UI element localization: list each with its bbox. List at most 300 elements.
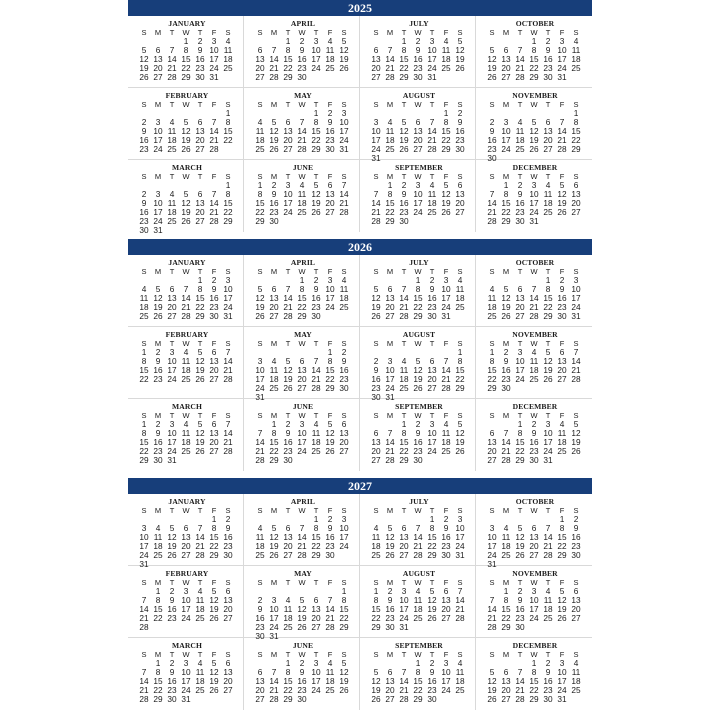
weekday-header: S [373,28,379,37]
weekday-header: S [373,578,379,587]
day-cell: 6 [559,347,565,357]
day-cell: 29 [399,72,409,82]
day-cell: 5 [155,284,161,294]
day-cell: 15 [501,198,511,208]
day-cell: 9 [169,595,175,605]
day-cell: 9 [545,667,551,677]
day-cell: 4 [341,275,347,285]
day-cell: 21 [167,63,177,73]
day-cell: 4 [489,284,495,294]
day-cell: 18 [167,135,177,145]
day-cell: 29 [515,455,525,465]
month-name: JUNE [292,641,314,650]
day-cell: 28 [283,311,293,321]
day-cell: 26 [529,144,539,154]
day-cell: 14 [139,604,149,614]
weekday-header: T [197,100,203,109]
weekday-header: M [270,28,278,37]
day-cell: 27 [283,144,293,154]
weekday-header: S [573,100,579,109]
day-cell: 18 [385,135,395,145]
day-cell: 3 [211,36,217,46]
day-cell: 14 [557,126,567,136]
day-cell: 7 [559,117,565,127]
day-cell: 3 [225,275,231,285]
day-cell: 14 [385,54,395,64]
day-cell: 3 [559,36,565,46]
day-cell: 27 [399,550,409,560]
day-cell: 11 [167,198,177,208]
day-cell: 14 [209,198,219,208]
day-cell: 28 [385,72,395,82]
day-cell: 14 [339,189,349,199]
day-cell: 27 [501,72,511,82]
day-cell: 14 [515,54,525,64]
day-cell: 4 [257,117,263,127]
day-cell: 7 [211,189,217,199]
day-cell: 13 [209,428,219,438]
day-cell: 17 [455,532,465,542]
day-cell: 10 [153,198,163,208]
day-cell: 20 [543,135,553,145]
day-cell: 11 [195,667,205,677]
day-cell: 4 [415,586,421,596]
day-cell: 11 [571,45,581,55]
weekday-header: S [373,506,379,515]
day-grid [137,411,243,465]
day-cell: 10 [311,667,321,677]
month-name: MAY [294,91,312,100]
day-cell: 19 [371,302,381,312]
day-cell: 2 [341,347,347,357]
day-cell: 11 [255,126,265,136]
day-cell: 26 [515,550,525,560]
day-cell: 8 [503,595,509,605]
day-cell: 6 [401,523,407,533]
month-name: NOVEMBER [512,330,558,339]
weekday-header: S [257,172,263,181]
day-cell: 10 [529,189,539,199]
day-cell: 12 [181,198,191,208]
day-grid [137,578,243,632]
weekday-header: T [545,411,551,420]
day-cell: 9 [503,356,509,366]
day-cell: 9 [559,284,565,294]
day-cell: 4 [141,284,147,294]
day-grid [137,172,243,235]
day-cell: 12 [181,126,191,136]
day-grid [369,578,475,632]
day-cell: 10 [529,595,539,605]
day-cell: 8 [197,284,203,294]
weekday-header: T [285,650,291,659]
day-cell: 27 [441,613,451,623]
day-cell: 3 [299,419,305,429]
day-cell: 12 [269,532,279,542]
day-cell: 26 [557,207,567,217]
weekday-header: M [386,506,394,515]
day-cell: 12 [543,356,553,366]
day-cell: 25 [441,446,451,456]
day-cell: 13 [283,126,293,136]
day-cell: 22 [255,207,265,217]
day-cell: 23 [427,302,437,312]
day-cell: 11 [181,428,191,438]
day-cell: 28 [399,694,409,704]
day-cell: 21 [399,302,409,312]
day-cell: 25 [269,383,279,393]
day-cell: 10 [543,428,553,438]
day-cell: 10 [455,523,465,533]
day-cell: 26 [427,613,437,623]
day-cell: 3 [327,275,333,285]
day-cell: 2 [155,419,161,429]
day-cell: 21 [441,374,451,384]
day-cell: 13 [195,126,205,136]
month-name: APRIL [290,258,316,267]
weekday-header: M [270,506,278,515]
day-cell: 21 [501,446,511,456]
year-block-2027 [128,478,592,710]
day-cell: 15 [399,437,409,447]
day-cell: 2 [573,514,579,524]
day-cell: 8 [415,667,421,677]
day-cell: 1 [313,108,319,118]
day-cell: 24 [153,144,163,154]
day-cell: 5 [197,347,203,357]
day-cell: 14 [195,532,205,542]
day-cell: 19 [181,135,191,145]
day-cell: 24 [529,613,539,623]
day-cell: 7 [503,428,509,438]
day-cell: 27 [371,72,381,82]
day-cell: 20 [371,446,381,456]
weekday-header: M [270,650,278,659]
day-cell: 20 [427,374,437,384]
weekday-header: T [429,339,435,348]
day-cell: 7 [517,45,523,55]
day-cell: 31 [181,694,191,704]
day-cell: 27 [255,694,265,704]
day-cell: 18 [139,302,149,312]
day-cell: 6 [429,356,435,366]
day-cell: 14 [181,293,191,303]
day-cell: 4 [299,180,305,190]
day-cell: 9 [415,45,421,55]
day-cell: 5 [545,347,551,357]
day-cell: 18 [399,374,409,384]
day-cell: 16 [413,54,423,64]
day-cell: 24 [153,216,163,226]
day-cell: 3 [271,595,277,605]
day-cell: 8 [489,356,495,366]
day-cell: 14 [167,54,177,64]
day-cell: 28 [223,446,233,456]
weekday-header: F [327,28,333,37]
day-cell: 24 [487,550,497,560]
weekday-header: T [313,411,319,420]
day-cell: 14 [255,437,265,447]
day-cell: 22 [223,207,233,217]
day-cell: 12 [269,126,279,136]
day-cell: 13 [501,676,511,686]
day-cell: 12 [501,293,511,303]
day-cell: 6 [271,284,277,294]
day-cell: 5 [457,36,463,46]
day-cell: 16 [529,437,539,447]
weekday-header: T [545,28,551,37]
day-cell: 26 [297,622,307,632]
day-cell: 3 [545,419,551,429]
day-cell: 6 [489,428,495,438]
day-cell: 4 [429,180,435,190]
day-cell: 12 [529,126,539,136]
day-cell: 23 [269,207,279,217]
day-cell: 17 [167,437,177,447]
day-cell: 4 [559,419,565,429]
day-cell: 28 [515,694,525,704]
day-cell: 15 [297,293,307,303]
day-cell: 29 [283,72,293,82]
weekday-header: T [285,506,291,515]
day-grid [485,578,592,632]
day-cell: 17 [325,293,335,303]
day-cell: 6 [225,586,231,596]
day-grid [137,339,243,384]
month-name: JANUARY [168,19,206,28]
day-cell: 9 [429,284,435,294]
day-cell: 11 [487,293,497,303]
day-cell: 23 [283,446,293,456]
day-cell: 17 [427,54,437,64]
day-cell: 19 [167,541,177,551]
month-march [128,399,244,471]
day-cell: 5 [327,419,333,429]
day-cell: 16 [255,613,265,623]
day-cell: 21 [297,135,307,145]
day-cell: 5 [373,284,379,294]
weekday-header: F [443,172,449,181]
month-grid [128,494,592,710]
weekday-header: S [489,100,495,109]
day-cell: 23 [297,63,307,73]
day-cell: 5 [257,284,263,294]
weekday-header: T [429,100,435,109]
weekday-header: F [443,650,449,659]
day-cell: 1 [313,514,319,524]
day-cell: 9 [211,284,217,294]
day-cell: 9 [327,523,333,533]
day-cell: 26 [455,63,465,73]
day-cell: 14 [413,532,423,542]
day-cell: 12 [153,293,163,303]
day-cell: 20 [283,541,293,551]
year-bar: 2026 [128,239,592,255]
day-cell: 1 [429,514,435,524]
weekday-header: S [341,411,347,420]
day-cell: 12 [209,595,219,605]
day-cell: 7 [225,419,231,429]
weekday-header: M [386,100,394,109]
day-cell: 11 [223,45,233,55]
weekday-header: F [559,578,565,587]
day-cell: 11 [339,284,349,294]
day-cell: 31 [441,311,451,321]
weekday-header: T [169,267,175,276]
month-name: APRIL [290,19,316,28]
weekday-header: F [211,267,217,276]
day-cell: 16 [167,676,177,686]
day-cell: 12 [557,189,567,199]
day-cell: 25 [255,144,265,154]
day-cell: 22 [311,541,321,551]
day-cell: 7 [299,117,305,127]
day-cell: 15 [209,532,219,542]
day-cell: 7 [573,347,579,357]
weekday-header: M [154,339,162,348]
day-cell: 5 [197,419,203,429]
day-cell: 6 [457,180,463,190]
day-cell: 14 [297,126,307,136]
day-cell: 25 [339,302,349,312]
day-cell: 20 [501,685,511,695]
day-cell: 16 [339,365,349,375]
day-cell: 29 [487,383,497,393]
day-cell: 2 [387,586,393,596]
day-cell: 4 [503,523,509,533]
day-cell: 11 [139,293,149,303]
day-cell: 21 [339,198,349,208]
day-cell: 11 [269,365,279,375]
day-cell: 27 [339,446,349,456]
day-cell: 19 [297,613,307,623]
day-grid [485,267,592,321]
day-cell: 10 [487,532,497,542]
day-cell: 10 [181,595,191,605]
day-cell: 6 [257,667,263,677]
weekday-header: M [154,100,162,109]
weekday-header: W [182,267,190,276]
day-cell: 8 [271,428,277,438]
day-cell: 18 [413,604,423,614]
day-cell: 17 [529,198,539,208]
month-july [360,494,476,566]
day-cell: 29 [399,455,409,465]
day-cell: 10 [441,284,451,294]
day-grid [253,650,359,704]
day-cell: 17 [371,135,381,145]
day-cell: 14 [501,437,511,447]
day-grid [137,100,243,154]
day-cell: 29 [255,216,265,226]
day-cell: 14 [399,293,409,303]
day-cell: 28 [311,383,321,393]
weekday-header: S [573,506,579,515]
day-cell: 25 [413,613,423,623]
day-cell: 20 [269,302,279,312]
weekday-header: F [559,267,565,276]
day-cell: 18 [557,437,567,447]
day-cell: 22 [399,63,409,73]
day-cell: 6 [211,419,217,429]
weekday-header: F [211,172,217,181]
day-cell: 21 [413,541,423,551]
day-cell: 28 [325,622,335,632]
day-cell: 16 [399,198,409,208]
day-cell: 23 [139,216,149,226]
weekday-header: M [502,267,510,276]
day-cell: 12 [571,428,581,438]
day-cell: 31 [139,559,149,569]
day-cell: 20 [557,365,567,375]
weekday-header: S [225,172,231,181]
day-cell: 12 [487,54,497,64]
day-cell: 26 [339,685,349,695]
day-cell: 26 [153,311,163,321]
day-cell: 23 [255,622,265,632]
day-cell: 15 [455,365,465,375]
day-cell: 11 [325,667,335,677]
day-cell: 21 [487,207,497,217]
day-cell: 25 [529,374,539,384]
day-cell: 11 [455,284,465,294]
day-cell: 1 [341,586,347,596]
day-cell: 15 [153,604,163,614]
day-cell: 27 [195,144,205,154]
day-cell: 23 [501,374,511,384]
weekday-header: W [298,172,306,181]
weekday-header: T [517,650,523,659]
weekday-header: T [401,172,407,181]
day-cell: 15 [283,676,293,686]
day-grid [369,172,475,226]
weekday-header: S [373,650,379,659]
day-cell: 24 [571,302,581,312]
day-cell: 26 [139,72,149,82]
day-grid [369,506,475,560]
day-cell: 27 [371,455,381,465]
weekday-header: S [373,339,379,348]
day-cell: 17 [139,541,149,551]
weekday-header: W [530,172,538,181]
day-cell: 27 [167,311,177,321]
day-cell: 22 [515,446,525,456]
day-cell: 23 [297,685,307,695]
day-cell: 16 [427,293,437,303]
day-cell: 19 [339,54,349,64]
day-cell: 26 [181,216,191,226]
day-cell: 6 [197,189,203,199]
day-cell: 23 [413,446,423,456]
day-cell: 30 [571,550,581,560]
day-cell: 16 [153,365,163,375]
day-cell: 27 [209,374,219,384]
day-cell: 16 [543,676,553,686]
weekday-header: M [270,578,278,587]
day-cell: 24 [529,207,539,217]
day-grid [369,100,475,163]
day-cell: 26 [209,613,219,623]
day-cell: 10 [399,595,409,605]
day-cell: 20 [195,207,205,217]
day-cell: 7 [141,595,147,605]
day-cell: 19 [441,198,451,208]
day-cell: 8 [531,667,537,677]
day-cell: 12 [139,54,149,64]
day-cell: 21 [297,541,307,551]
day-cell: 23 [223,541,233,551]
day-cell: 23 [195,63,205,73]
